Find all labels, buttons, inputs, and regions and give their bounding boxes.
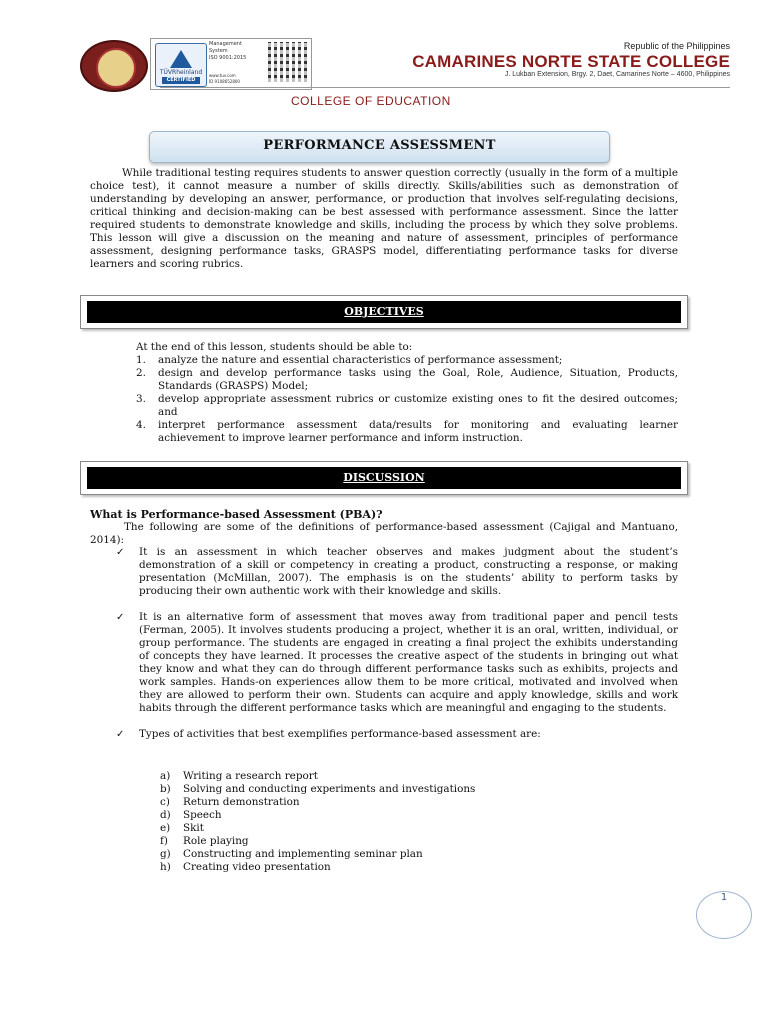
college-name: CAMARINES NORTE STATE COLLEGE xyxy=(412,52,730,71)
objective-item: 2. design and develop performance tasks using the Goal, Role, Audience, Situation, Products, Standards (GRASPS) Model; xyxy=(136,367,678,392)
page-number: 1 xyxy=(696,891,752,939)
cert-brand: TÜVRheinland xyxy=(159,69,203,76)
college-seal-logo xyxy=(80,40,148,92)
checkmark-icon: ✓ xyxy=(116,547,125,558)
activity-item: c) Return demonstration xyxy=(160,796,300,808)
activity-item: a) Writing a research report xyxy=(160,770,318,782)
activity-item: g) Constructing and implementing seminar plan xyxy=(160,848,423,860)
checkmark-icon: ✓ xyxy=(116,612,125,623)
tuv-logo-icon xyxy=(155,43,207,87)
cert-website-id: www.tuv.com ID 9108652800 xyxy=(209,73,240,84)
definition-checklist xyxy=(116,546,678,754)
republic-label: Republic of the Philippines xyxy=(623,41,730,51)
pba-definition-intro: The following are some of the definitions of performance-based assessment (Cajigal and Mantuano, 2014): xyxy=(90,521,678,546)
objectives-lead: At the end of this lesson, students should be able to: xyxy=(136,341,413,353)
activities-list xyxy=(160,770,580,874)
objective-item: 3. develop appropriate assessment rubrics or customize existing ones to fit the desired outcomes; and xyxy=(136,393,678,418)
discussion-section-bar xyxy=(80,461,688,495)
checkmark-icon: ✓ xyxy=(116,729,125,740)
objectives-list xyxy=(136,354,678,445)
college-address: J. Lukban Extension, Brgy. 2, Daet, Camarines Norte – 4600, Philippines xyxy=(504,71,730,78)
qr-code-icon xyxy=(268,42,308,82)
objectives-heading: OBJECTIVES xyxy=(87,301,681,323)
activity-item: d) Speech xyxy=(160,809,222,821)
page-title: PERFORMANCE ASSESSMENT xyxy=(263,138,496,153)
objectives-section-bar xyxy=(80,295,688,329)
title-banner xyxy=(149,131,610,163)
header-divider xyxy=(160,87,730,88)
objective-item: 4. interpret performance assessment data/results for monitoring and evaluating learner achievement to improve learner performance and inform instruction. xyxy=(136,419,678,444)
objective-item: 1. analyze the nature and essential characteristics of performance assessment; xyxy=(136,354,563,366)
pba-question-heading: What is Performance-based Assessment (PBA)? xyxy=(90,508,383,521)
activity-item: b) Solving and conducting experiments and investigations xyxy=(160,783,476,795)
activity-item: h) Creating video presentation xyxy=(160,861,331,873)
cert-system-text: Management System ISO 9001:2015 xyxy=(209,41,247,61)
check-item: ✓ Types of activities that best exemplifies performance-based assessment are: xyxy=(116,728,541,740)
activity-item: e) Skit xyxy=(160,822,204,834)
department-name: COLLEGE OF EDUCATION xyxy=(291,94,451,108)
activity-item: f) Role playing xyxy=(160,835,249,847)
tuv-certification-badge xyxy=(150,38,312,90)
check-item: ✓ It is an assessment in which teacher observes and makes judgment about the student’s demonstration of a skill or competency in creating a product, constructing a response, or making presentation (McMillan, 2007). The emphasis is on the students’ ability to perform tasks by producing their own authentic work with their knowledge and skills. xyxy=(116,546,678,597)
intro-paragraph: While traditional testing requires students to answer question correctly (usually in the form of a multiple choice test), it cannot measure a number of skills directly. Skills/abilities such as demonstration of understanding by developing an answer, performance, or production that involves self-regulating decisions, critical thinking and decision-making can be best assessed with performance assessment. Since the latter required students to demonstrate knowledge and skills, including the process by which they solve problems. This lesson will give a discussion on the meaning and nature of assessment, principles of performance assessment, designing performance tasks, GRASPS model, differentiating performance tasks for diverse learners and scoring rubrics. xyxy=(90,167,678,270)
check-item: ✓ It is an alternative form of assessment that moves away from traditional paper and pencil tests (Ferman, 2005). It involves students producing a project, whether it is an oral, written, individual, or group performance. The students are engaged in creating a final project the exhibits understanding of concepts they have learned. It processes the creative aspect of the students in bringing out what they know and what they can do through different performance tasks such as exhibits, projects and work samples. Hands-on experiences allow them to be more critical, motivated and involved when they are allowed to perform their own. Students can acquire and apply knowledge, skills and work habits through the different performance tasks which are meaningful and engaging to the students. xyxy=(116,611,678,714)
discussion-heading: DISCUSSION xyxy=(87,467,681,489)
cert-badge-label: CERTIFIED xyxy=(162,77,200,84)
